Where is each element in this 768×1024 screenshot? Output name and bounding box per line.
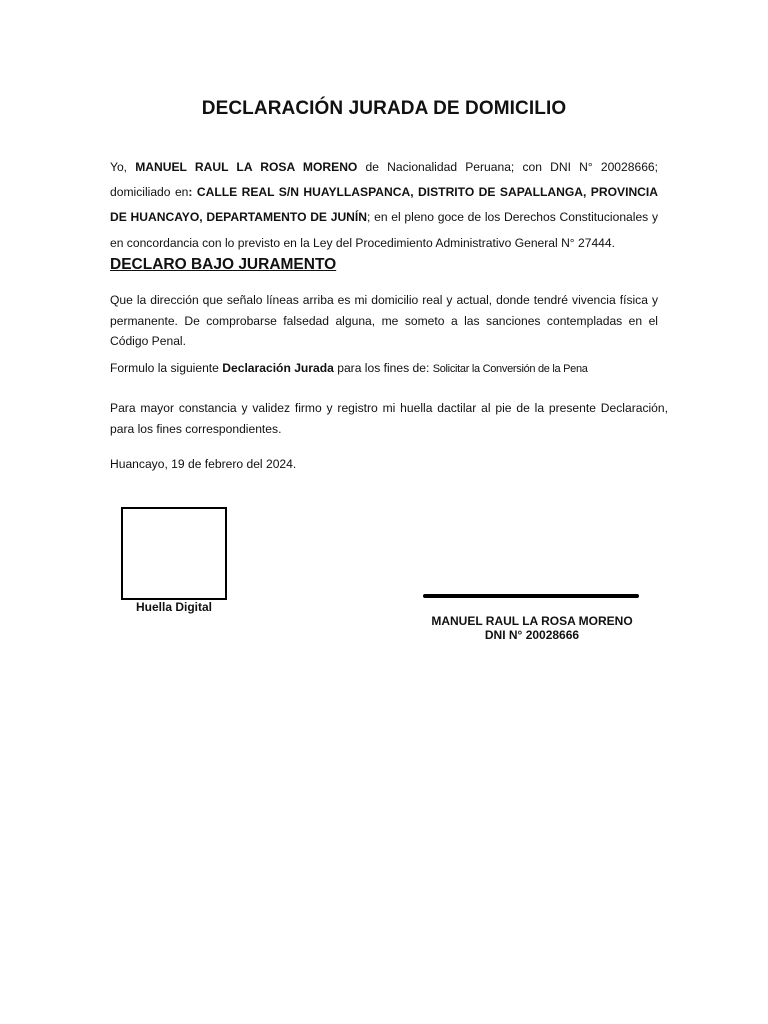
fingerprint-box	[121, 507, 227, 600]
intro-text-2: de Nacionalidad Peruana; con DNI N° 20028666; domiciliado en	[110, 160, 659, 200]
formulo-text-2: para los fines de:	[333, 361, 433, 375]
intro-text-1: Yo,	[110, 160, 136, 174]
constancia-paragraph: Para mayor constancia y validez firmo y registro mi huella dactilar al pie de la presente Declaración, para los fines correspondientes.	[110, 401, 668, 436]
formulo-bold: Declaración Jurada	[222, 361, 334, 375]
declarant-address: : CALLE REAL S/N HUAYLLASPANCA, DISTRITO DE SAPALLANGA, PROVINCIA DE HUANCAYO, DEPARTAMENTO DE JUNÍN	[110, 185, 659, 225]
declaro-heading: DECLARO BAJO JURAMENTO	[110, 256, 337, 273]
place-date: Huancayo, 19 de febrero del 2024.	[110, 457, 297, 471]
formulo-purpose: Solicitar la Conversión de la Pena	[432, 363, 588, 375]
signature-line	[423, 594, 639, 598]
intro-paragraph	[110, 155, 658, 256]
formulo-text-1: Formulo la siguiente	[110, 361, 223, 375]
document-title: DECLARACIÓN JURADA DE DOMICILIO	[201, 98, 567, 119]
intro-text-3: ; en el pleno goce de los Derechos Constitucionales y en concordancia con lo previsto en la Ley del Procedimiento Administrativo General N° 27444.	[110, 210, 658, 250]
fingerprint-label: Huella Digital	[135, 600, 212, 614]
signer-name: MANUEL RAUL LA ROSA MORENO	[431, 614, 633, 628]
signer-dni: DNI N° 20028666	[484, 628, 580, 642]
signer-block	[410, 614, 654, 642]
declarant-name: MANUEL RAUL LA ROSA MORENO	[135, 160, 358, 174]
direccion-paragraph: Que la dirección que señalo líneas arriba es mi domicilio real y actual, donde tendré vivencia física y permanente. De comprobarse falsedad alguna, me someto a las sanciones contempladas en el Código Penal.	[110, 293, 658, 348]
formulo-paragraph	[110, 359, 670, 378]
